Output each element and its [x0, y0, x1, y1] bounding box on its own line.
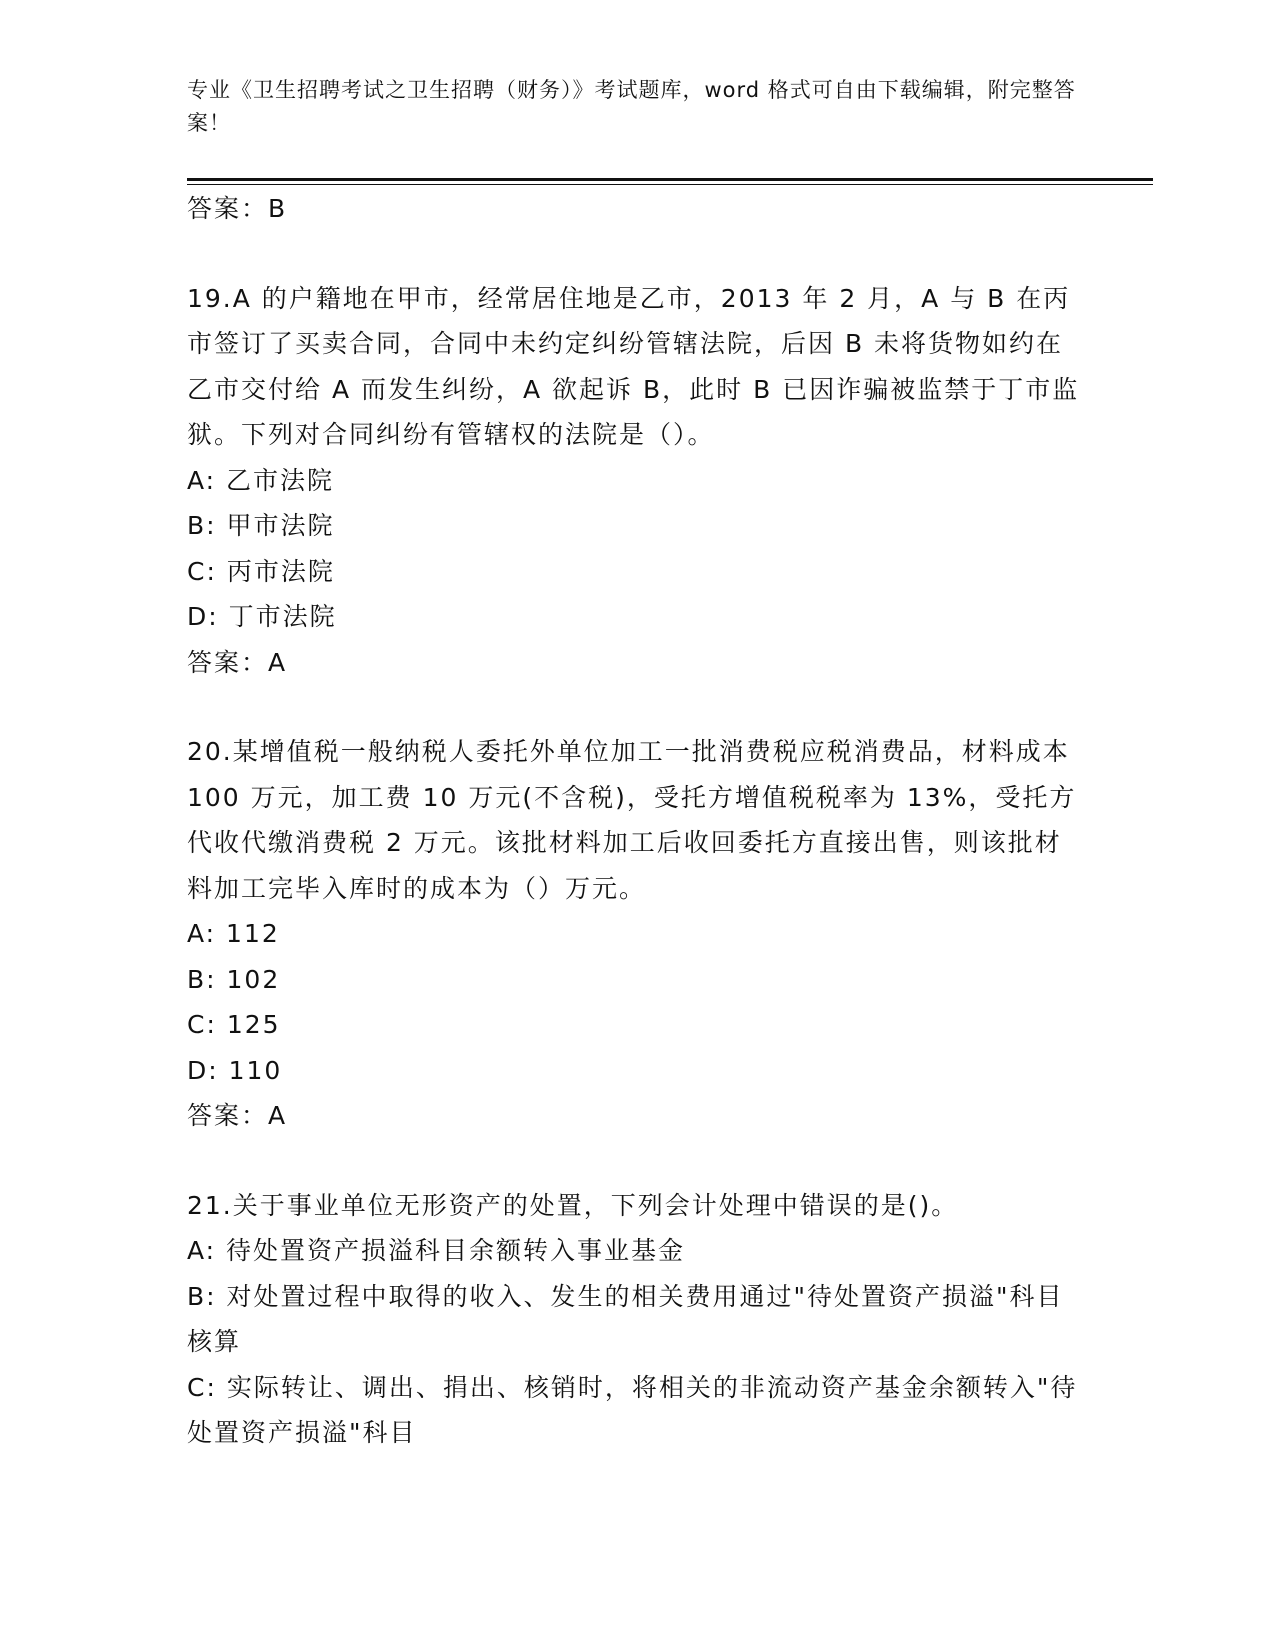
- option-d: D: 丁市法院: [187, 602, 337, 631]
- header-divider-thin: [187, 184, 1153, 185]
- spacer: [187, 232, 1087, 276]
- option-a: A: 待处置资产损溢科目余额转入事业基金: [187, 1236, 686, 1265]
- question-21: [187, 1183, 1087, 1456]
- header-divider: [187, 178, 1153, 181]
- option-a: A: 乙市法院: [187, 465, 335, 495]
- answer-line: 答案：A: [187, 1101, 288, 1130]
- option-c: C: 实际转让、调出、捐出、核销时，将相关的非流动资产基金余额转入"待处置资产损溢"科目: [187, 1372, 1078, 1447]
- option-a: A: 112: [187, 919, 280, 948]
- question-19: [187, 276, 1087, 686]
- answer-line: 答案：A: [187, 647, 288, 677]
- question-stem: 20.某增值税一般纳税人委托外单位加工一批消费税应税消费品，材料成本 100 万元，加工费 10 万元(不含税)，受托方增值税税率为 13%，受托方代收代缴消费税 2 万元。该批材料加工后收回委托方直接出售，则该批材料加工完毕入库时的成本为（）万元。: [187, 737, 1077, 903]
- question-content: [187, 186, 1087, 1456]
- header-text: 专业《卫生招聘考试之卫生招聘（财务）》考试题库，word 格式可自由下载编辑，附完整答案！: [187, 78, 1076, 135]
- option-b: B: 102: [187, 964, 281, 994]
- page-header: [187, 74, 1077, 140]
- question-stem: 21.关于事业单位无形资产的处置，下列会计处理中错误的是()。: [187, 1190, 959, 1220]
- option-c: C: 125: [187, 1010, 281, 1039]
- option-d: D: 110: [187, 1055, 283, 1085]
- spacer: [187, 1139, 1087, 1183]
- spacer: [187, 685, 1087, 729]
- question-stem: 19.A 的户籍地在甲市，经常居住地是乙市，2013 年 2 月，A 与 B 在丙市签订了买卖合同，合同中未约定纠纷管辖法院，后因 B 未将货物如约在乙市交付给 A 而发生纠纷，A 欲起诉 B，此时 B 已因诈骗被监禁于丁市监狱。下列对合同纠纷有管辖权的法院是（）。: [187, 283, 1080, 449]
- option-c: C: 丙市法院: [187, 556, 335, 586]
- option-b: B: 甲市法院: [187, 511, 335, 540]
- option-b: B: 对处置过程中取得的收入、发生的相关费用通过"待处置资产损溢"科目核算: [187, 1281, 1064, 1356]
- question-20: [187, 729, 1087, 1139]
- answer-line: 答案：B: [187, 194, 288, 223]
